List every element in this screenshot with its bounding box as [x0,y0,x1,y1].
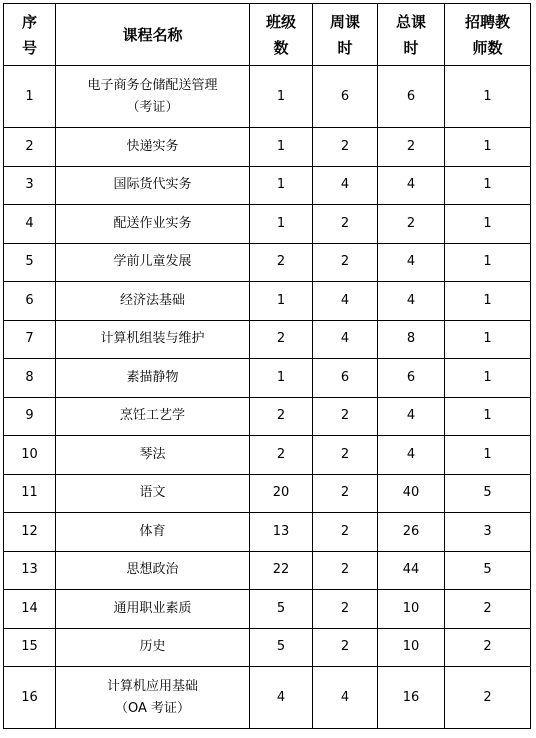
teacher-count-cell: 1 [445,205,531,244]
course-name-cell [56,166,250,205]
header-serial-number: 序 号 [4,4,56,66]
course-name-cell [56,628,250,667]
weekly-hours-cell: 2 [313,551,378,590]
course-name-text: 语文 [139,485,166,501]
teacher-count-cell: 1 [445,359,531,398]
course-name-cell [56,513,250,552]
course-recruitment-table [3,3,531,729]
teacher-count-cell: 2 [445,667,531,729]
weekly-hours-cell: 2 [313,436,378,475]
total-hours-cell: 10 [378,628,445,667]
weekly-hours-cell: 2 [313,590,378,629]
serial-cell: 10 [4,436,56,475]
course-name-text: 素描静物 [126,369,179,385]
serial-cell: 9 [4,397,56,436]
table-row [4,667,531,729]
class-count-cell: 20 [250,474,313,513]
total-hours-cell: 4 [378,282,445,321]
course-name-text: 学前儿童发展 [113,254,192,270]
class-count-cell: 2 [250,320,313,359]
class-count-cell: 2 [250,397,313,436]
course-name-cell [56,320,250,359]
course-name-cell [56,66,250,128]
class-count-cell: 1 [250,359,313,398]
serial-cell: 1 [4,66,56,128]
class-count-cell: 5 [250,590,313,629]
class-count-cell: 13 [250,513,313,552]
class-count-cell: 1 [250,66,313,128]
total-hours-cell: 16 [378,667,445,729]
table-row [4,66,531,128]
class-count-cell: 1 [250,166,313,205]
table-row [4,282,531,321]
table-row [4,397,531,436]
class-count-cell: 5 [250,628,313,667]
class-count-cell: 22 [250,551,313,590]
serial-cell: 12 [4,513,56,552]
total-hours-cell: 10 [378,590,445,629]
course-name-cell [56,436,250,475]
table-row [4,166,531,205]
course-name-text: 计算机应用基础 [106,678,198,694]
header-course-name: 课程名称 [56,4,250,66]
table-body [4,66,531,729]
course-name-text: 思想政治 [126,562,179,578]
weekly-hours-cell: 2 [313,205,378,244]
course-name-text: 通用职业素质 [113,600,192,616]
total-hours-cell: 2 [378,205,445,244]
header-teacher-count: 招聘教 师数 [445,4,531,66]
weekly-hours-cell: 2 [313,513,378,552]
course-name-cell [56,551,250,590]
class-count-cell: 2 [250,243,313,282]
serial-cell: 15 [4,628,56,667]
course-name-text: 国际货代实务 [113,177,192,193]
course-name-cell [56,282,250,321]
course-name-cell [56,474,250,513]
table-row [4,628,531,667]
serial-cell: 4 [4,205,56,244]
weekly-hours-cell: 2 [313,397,378,436]
table-row [4,513,531,552]
total-hours-cell: 26 [378,513,445,552]
weekly-hours-cell: 2 [313,128,378,167]
teacher-count-cell: 1 [445,282,531,321]
serial-cell: 5 [4,243,56,282]
table-row [4,474,531,513]
course-name-cell [56,359,250,398]
class-count-cell: 1 [250,205,313,244]
table-row [4,128,531,167]
weekly-hours-cell: 6 [313,359,378,398]
teacher-count-cell: 5 [445,474,531,513]
course-name-text: 烹饪工艺学 [119,408,185,424]
weekly-hours-cell: 4 [313,166,378,205]
total-hours-cell: 4 [378,166,445,205]
teacher-count-cell: 1 [445,66,531,128]
table-row [4,243,531,282]
teacher-count-cell: 1 [445,243,531,282]
total-hours-cell: 40 [378,474,445,513]
course-name-text: 电子商务仓储配送管理 [87,77,218,93]
teacher-count-cell: 3 [445,513,531,552]
total-hours-cell: 4 [378,436,445,475]
header-weekly-hours: 周课 时 [313,4,378,66]
course-name-cell [56,667,250,729]
weekly-hours-cell: 2 [313,474,378,513]
table-row [4,590,531,629]
table-row [4,551,531,590]
total-hours-cell: 44 [378,551,445,590]
teacher-count-cell: 5 [445,551,531,590]
course-name-cell [56,397,250,436]
class-count-cell: 1 [250,282,313,321]
weekly-hours-cell: 4 [313,320,378,359]
class-count-cell: 2 [250,436,313,475]
table-row [4,205,531,244]
course-name-note: （OA 考证） [114,700,191,716]
serial-cell: 3 [4,166,56,205]
weekly-hours-cell: 6 [313,66,378,128]
total-hours-cell: 4 [378,243,445,282]
total-hours-cell: 6 [378,359,445,398]
course-name-cell [56,243,250,282]
teacher-count-cell: 1 [445,320,531,359]
course-name-text: 配送作业实务 [113,215,192,231]
class-count-cell: 1 [250,128,313,167]
course-name-cell [56,205,250,244]
total-hours-cell: 2 [378,128,445,167]
table-row [4,436,531,475]
class-count-cell: 4 [250,667,313,729]
course-name-note: （考证） [126,99,179,115]
header-total-hours: 总课 时 [378,4,445,66]
teacher-count-cell: 2 [445,590,531,629]
serial-cell: 7 [4,320,56,359]
serial-cell: 16 [4,667,56,729]
weekly-hours-cell: 4 [313,667,378,729]
table-row [4,320,531,359]
teacher-count-cell: 1 [445,436,531,475]
serial-cell: 8 [4,359,56,398]
teacher-count-cell: 1 [445,397,531,436]
teacher-count-cell: 1 [445,166,531,205]
header-class-count: 班级 数 [250,4,313,66]
weekly-hours-cell: 2 [313,243,378,282]
table-header-row [4,4,531,66]
course-name-text: 琴法 [139,446,166,462]
teacher-count-cell: 2 [445,628,531,667]
weekly-hours-cell: 4 [313,282,378,321]
course-name-text: 计算机组装与维护 [100,331,205,347]
total-hours-cell: 8 [378,320,445,359]
serial-cell: 2 [4,128,56,167]
serial-cell: 6 [4,282,56,321]
course-name-text: 快递实务 [126,138,179,154]
course-name-text: 经济法基础 [119,292,185,308]
course-name-text: 体育 [139,523,166,539]
weekly-hours-cell: 2 [313,628,378,667]
serial-cell: 11 [4,474,56,513]
course-name-text: 历史 [139,639,166,655]
course-name-cell [56,590,250,629]
total-hours-cell: 6 [378,66,445,128]
total-hours-cell: 4 [378,397,445,436]
serial-cell: 13 [4,551,56,590]
course-name-cell [56,128,250,167]
serial-cell: 14 [4,590,56,629]
table-row [4,359,531,398]
teacher-count-cell: 1 [445,128,531,167]
